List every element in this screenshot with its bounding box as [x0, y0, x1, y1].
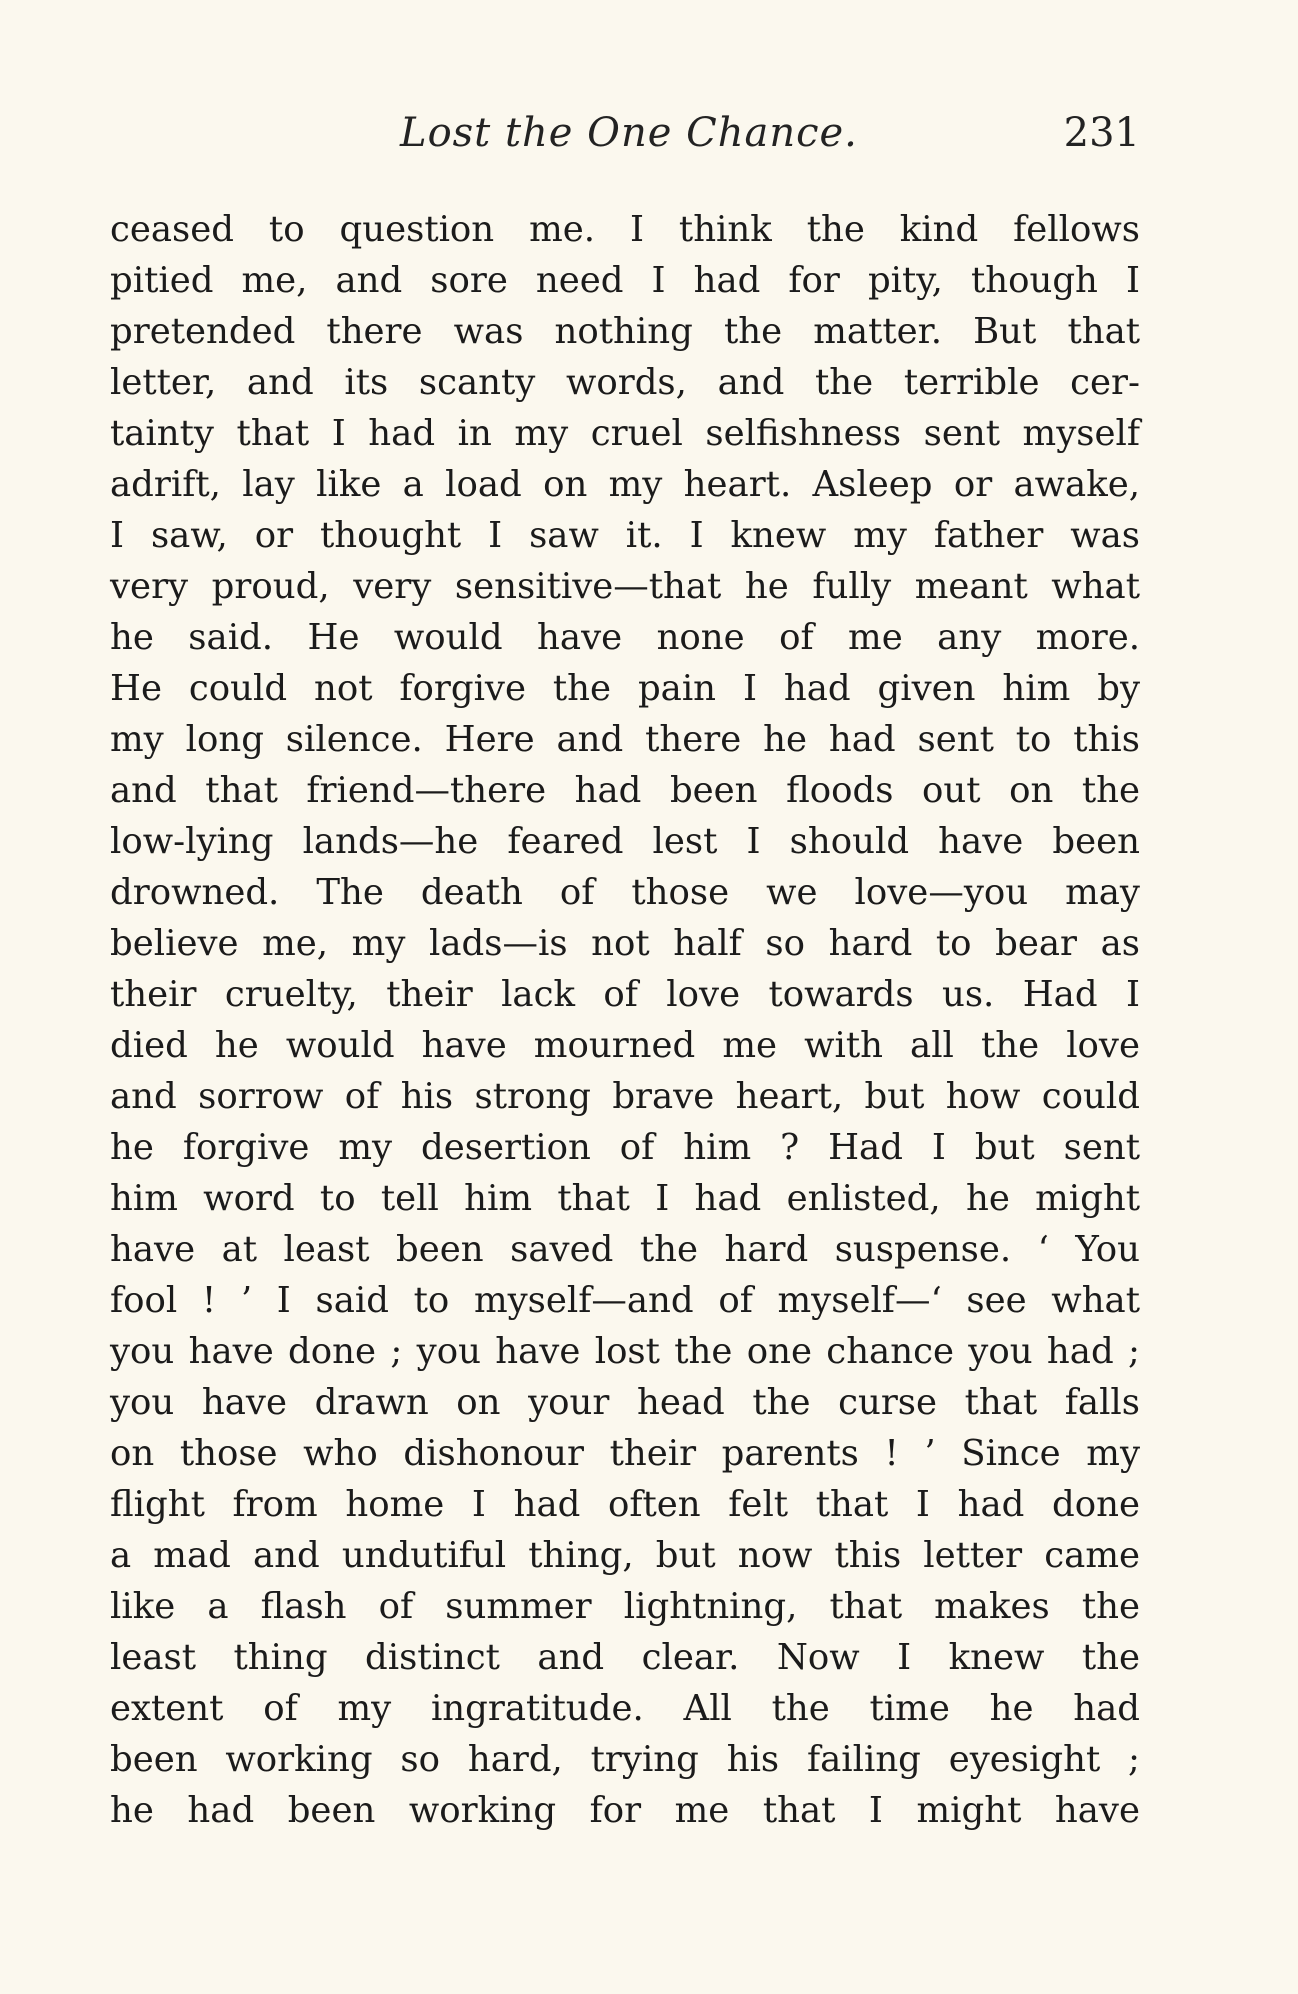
text-line: him word to tell him that I had enlisted, he might — [110, 1178, 1140, 1219]
text-line: flight from home I had often felt that I had done — [110, 1484, 1140, 1525]
body-text — [110, 204, 1140, 1836]
text-line: fool ! ’ I said to myself—and of myself—‘ see what — [110, 1280, 1140, 1321]
text-line: died he would have mourned me with all the love — [110, 1025, 1140, 1066]
text-line: he had been working for me that I might have — [110, 1790, 1140, 1831]
text-line: like a flash of summer lightning, that makes the — [110, 1586, 1140, 1627]
text-line: extent of my ingratitude. All the time he had — [110, 1688, 1140, 1729]
text-line: been working so hard, trying his failing eyesight ; — [110, 1739, 1140, 1780]
text-line: adrift, lay like a load on my heart. Asleep or awake, — [110, 464, 1140, 505]
text-line: and that friend—there had been floods out on the — [110, 770, 1140, 811]
text-line: I saw, or thought I saw it. I knew my father was — [110, 515, 1140, 556]
text-line: you have done ; you have lost the one chance you had ; — [110, 1331, 1140, 1372]
text-line: pitied me, and sore need I had for pity, though I — [110, 260, 1140, 301]
page-number: 231 — [1063, 110, 1140, 156]
text-line: you have drawn on your head the curse that falls — [110, 1382, 1140, 1423]
text-line: very proud, very sensitive—that he fully meant what — [110, 566, 1140, 607]
text-line: on those who dishonour their parents ! ’ Since my — [110, 1433, 1140, 1474]
text-line: have at least been saved the hard suspense. ‘ You — [110, 1229, 1140, 1270]
text-line: letter, and its scanty words, and the terrible cer- — [110, 362, 1140, 403]
text-line: least thing distinct and clear. Now I knew the — [110, 1637, 1140, 1678]
text-line: tainty that I had in my cruel selfishness sent myself — [110, 413, 1140, 454]
text-line: he said. He would have none of me any more. — [110, 617, 1140, 658]
text-line: ceased to question me. I think the kind fellows — [110, 209, 1140, 250]
text-line: my long silence. Here and there he had sent to this — [110, 719, 1140, 760]
text-line: their cruelty, their lack of love towards us. Had I — [110, 974, 1140, 1015]
text-line: and sorrow of his strong brave heart, but how could — [110, 1076, 1140, 1117]
text-line: He could not forgive the pain I had given him by — [110, 668, 1140, 709]
text-line: low-lying lands—he feared lest I should have been — [110, 821, 1140, 862]
text-line: he forgive my desertion of him ? Had I but sent — [110, 1127, 1140, 1168]
text-line: pretended there was nothing the matter. But that — [110, 311, 1140, 352]
text-line: drowned. The death of those we love—you may — [110, 872, 1140, 913]
text-line: believe me, my lads—is not half so hard to bear as — [110, 923, 1140, 964]
page-header — [110, 110, 1140, 170]
text-line: a mad and undutiful thing, but now this letter came — [110, 1535, 1140, 1576]
running-title: Lost the One Chance. — [400, 110, 858, 156]
